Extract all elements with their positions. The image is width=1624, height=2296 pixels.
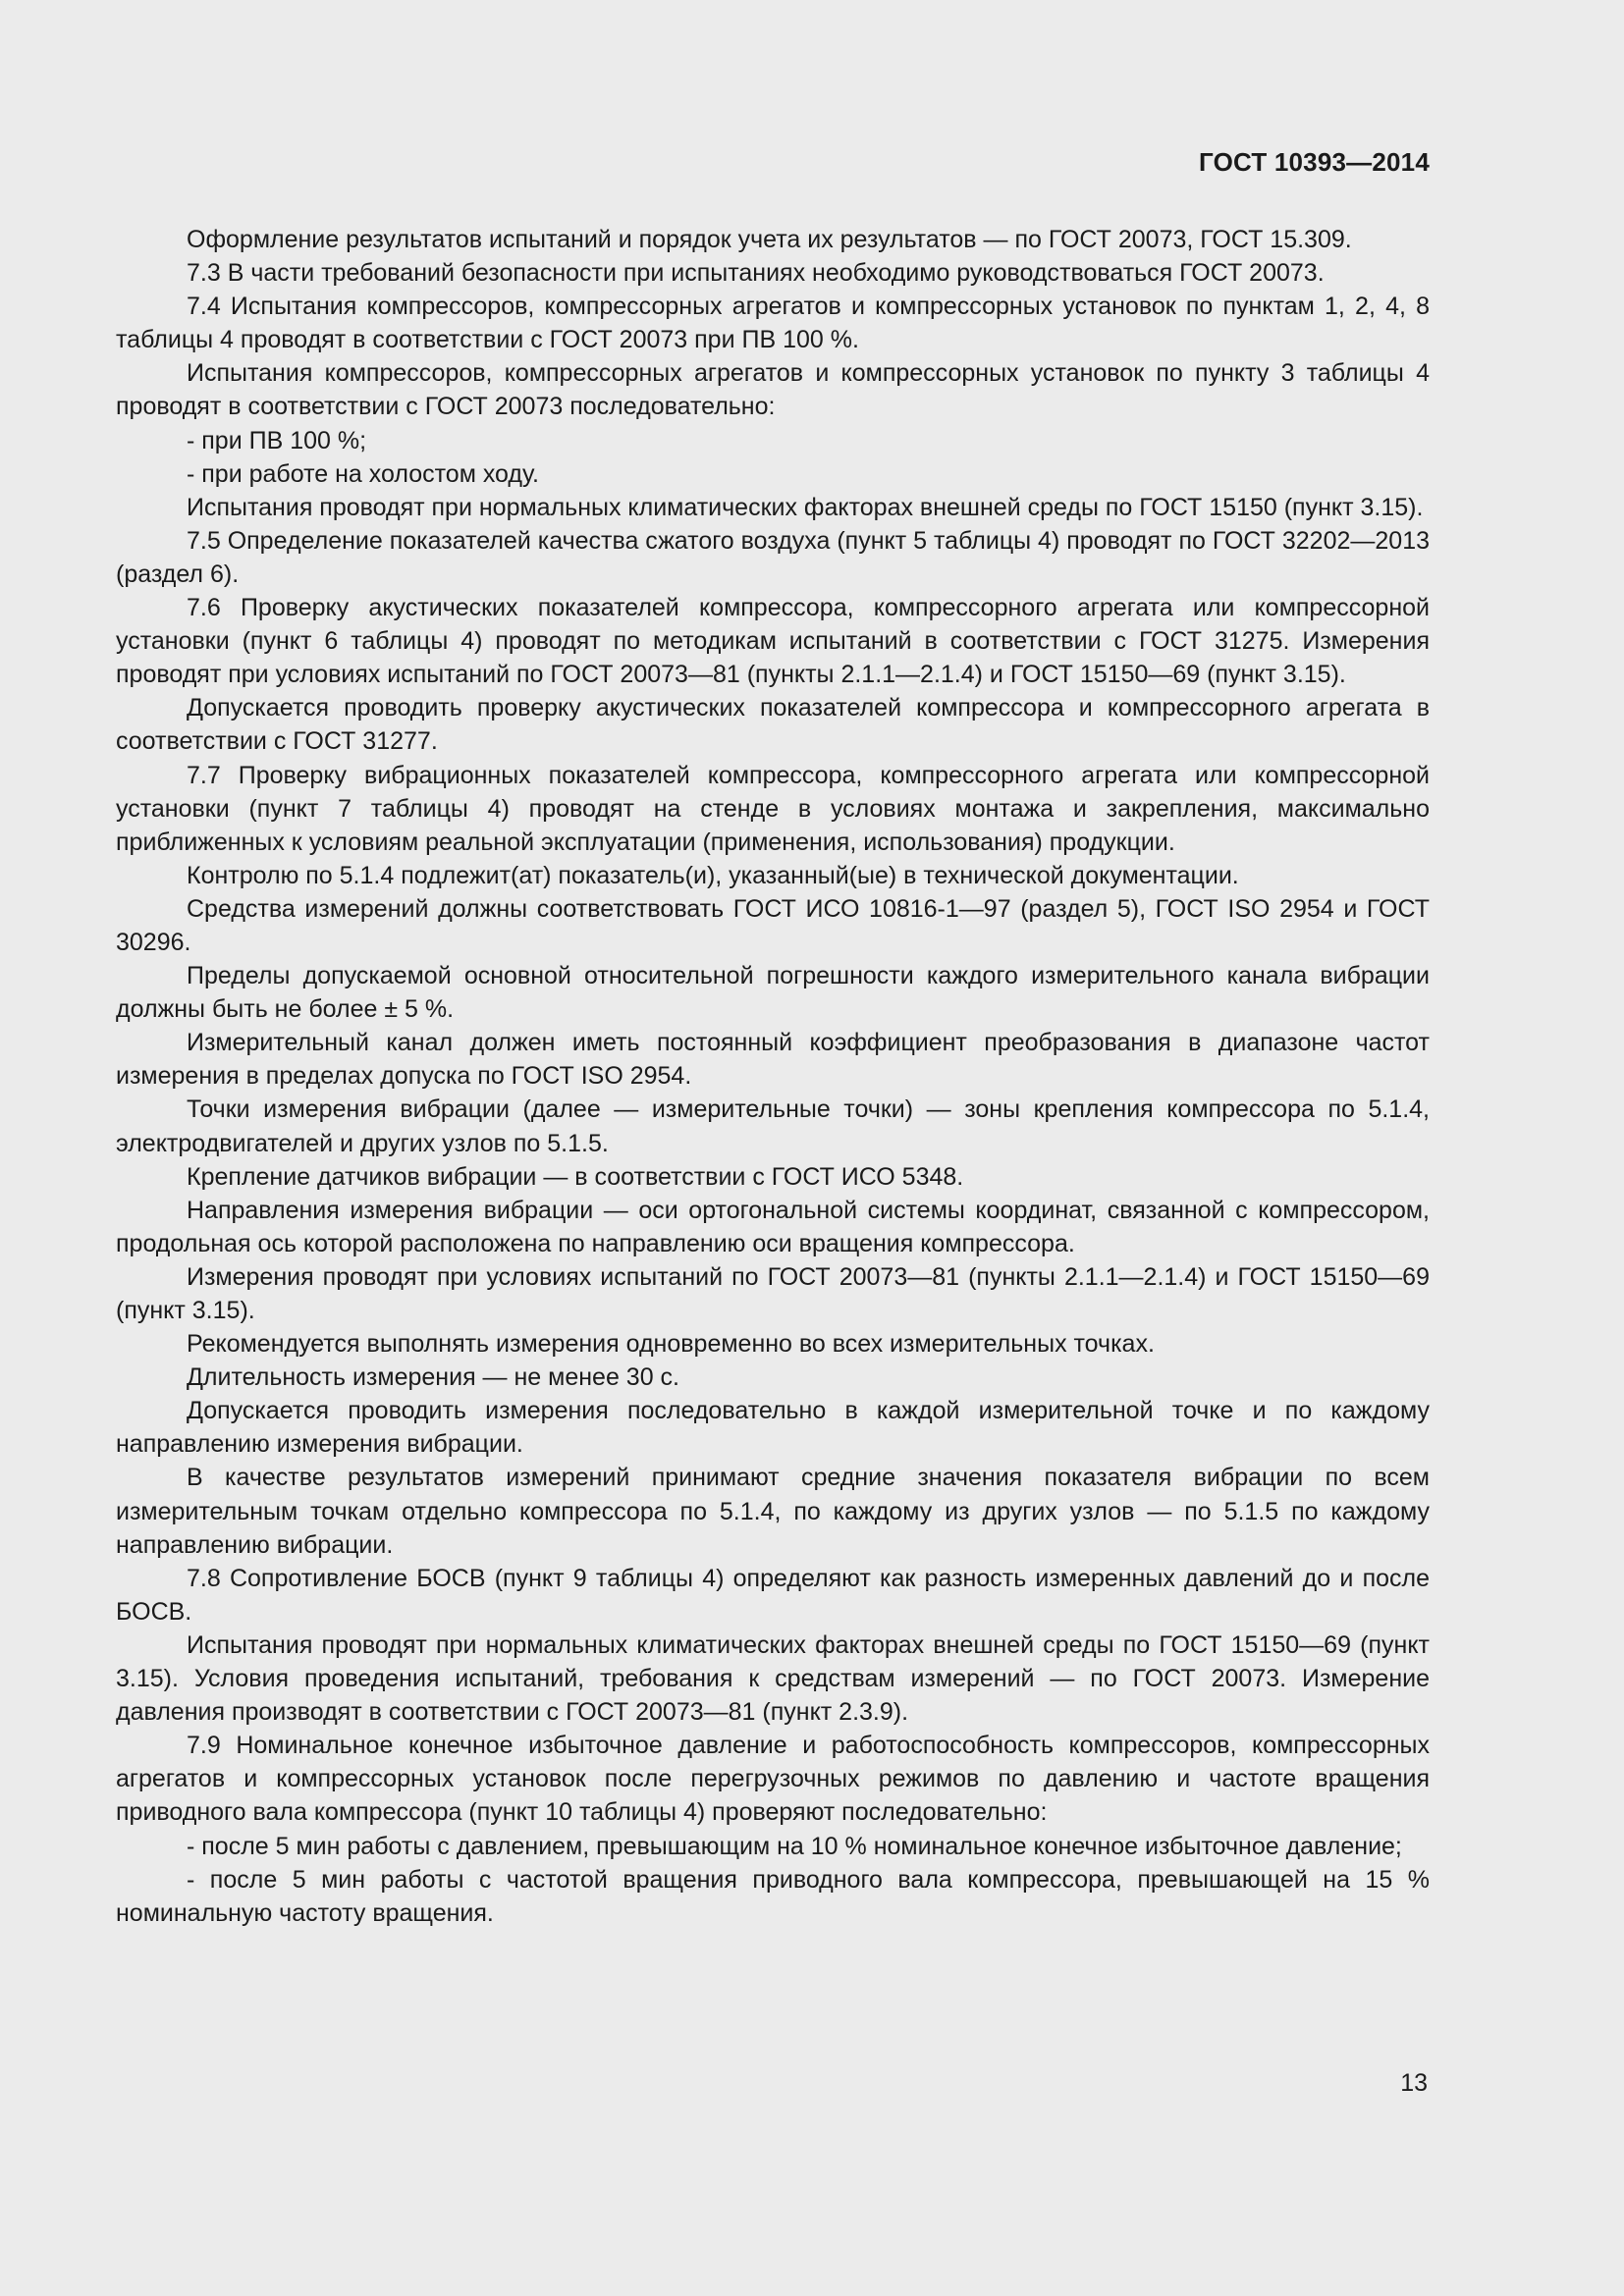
paragraph: Точки измерения вибрации (далее — измерительные точки) — зоны крепления компрессора по 5.1.4, электродвигателей и других узлов по 5.1.5.: [116, 1095, 1430, 1157]
document-body: [116, 223, 1430, 1930]
paragraph: Рекомендуется выполнять измерения одновременно во всех измерительных точках.: [187, 1330, 1155, 1359]
paragraph: Пределы допускаемой основной относительной погрешности каждого измерительного канала вибрации должны быть не более ± 5 %.: [116, 962, 1430, 1024]
paragraph: Испытания проводят при нормальных климатических факторах внешней среды по ГОСТ 15150 (пункт 3.15).: [187, 493, 1424, 521]
paragraph: Крепление датчиков вибрации — в соответствии с ГОСТ ИСО 5348.: [187, 1162, 964, 1191]
list-item: - при ПВ 100 %;: [187, 426, 367, 454]
paragraph: Направления измерения вибрации — оси ортогональной системы координат, связанной с компрессором, продольная ось которой расположена по направлению оси вращения компрессора.: [116, 1196, 1430, 1257]
paragraph: 7.8 Сопротивление БОСВ (пункт 9 таблицы 4) определяют как разность измеренных давлений до и после БОСВ.: [116, 1564, 1430, 1626]
paragraph: Контролю по 5.1.4 подлежит(ат) показатель(и), указанный(ые) в технической документации.: [187, 861, 1239, 889]
paragraph: 7.3 В части требований безопасности при испытаниях необходимо руководствоваться ГОСТ 20073.: [187, 259, 1325, 288]
paragraph: Длительность измерения — не менее 30 с.: [187, 1363, 680, 1392]
paragraph: Оформление результатов испытаний и порядок учета их результатов — по ГОСТ 20073, ГОСТ 15.309.: [187, 226, 1352, 253]
paragraph: Испытания проводят при нормальных климатических факторах внешней среды по ГОСТ 15150—69 (пункт 3.15). Условия проведения испытаний, требования к средствам измерений — по ГОСТ 20073. Измерение давления производят в соответствии с ГОСТ 20073—81 (пункт 2.3.9).: [116, 1630, 1430, 1727]
paragraph: Измерительный канал должен иметь постоянный коэффициент преобразования в диапазоне частот измерения в пределах допуска по ГОСТ ISO 2954.: [116, 1029, 1430, 1091]
list-item: - при работе на холостом ходу.: [187, 459, 539, 488]
paragraph: Допускается проводить проверку акустических показателей компрессора и компрессорного агрегата в соответствии с ГОСТ 31277.: [116, 694, 1430, 756]
paragraph: Средства измерений должны соответствовать ГОСТ ИСО 10816-1—97 (раздел 5), ГОСТ ISO 2954 и ГОСТ 30296.: [116, 894, 1430, 956]
paragraph: Испытания компрессоров, компрессорных агрегатов и компрессорных установок по пункту 3 таблицы 4 проводят в соответствии с ГОСТ 20073 последовательно:: [116, 359, 1430, 421]
paragraph: 7.6 Проверку акустических показателей компрессора, компрессорного агрегата или компрессорной установки (пункт 6 таблицы 4) проводят по методикам испытаний в соответствии с ГОСТ 31275. Измерения проводят при условиях испытаний по ГОСТ 20073—81 (пункты 2.1.1—2.1.4) и ГОСТ 15150—69 (пункт 3.15).: [116, 594, 1430, 689]
list-item: - после 5 мин работы с частотой вращения приводного вала компрессора, превышающей на 15 % номинальную частоту вращения.: [116, 1865, 1430, 1927]
paragraph: 7.4 Испытания компрессоров, компрессорных агрегатов и компрессорных установок по пунктам 1, 2, 4, 8 таблицы 4 проводят в соответствии с ГОСТ 20073 при ПВ 100 %.: [116, 293, 1430, 354]
paragraph: В качестве результатов измерений принимают средние значения показателя вибрации по всем измерительным точкам отдельно компрессора по 5.1.4, по каждому из других узлов — по 5.1.5 по каждому направлению вибрации.: [116, 1464, 1430, 1559]
page-number: 13: [1400, 2069, 1428, 2097]
paragraph: 7.5 Определение показателей качества сжатого воздуха (пункт 5 таблицы 4) проводят по ГОСТ 32202—2013 (раздел 6).: [116, 526, 1430, 588]
paragraph: 7.7 Проверку вибрационных показателей компрессора, компрессорного агрегата или компрессорной установки (пункт 7 таблицы 4) проводят на стенде в условиях монтажа и закрепления, максимально приближенных к условиям реальной эксплуатации (применения, использования) продукции.: [116, 761, 1430, 856]
document-code: ГОСТ 10393—2014: [1199, 147, 1430, 177]
paragraph: Измерения проводят при условиях испытаний по ГОСТ 20073—81 (пункты 2.1.1—2.1.4) и ГОСТ 15150—69 (пункт 3.15).: [116, 1262, 1430, 1324]
list-item: - после 5 мин работы с давлением, превышающим на 10 % номинальное конечное избыточное давление;: [187, 1832, 1402, 1860]
paragraph: Допускается проводить измерения последовательно в каждой измерительной точке и по каждому направлению измерения вибрации.: [116, 1397, 1430, 1459]
paragraph: 7.9 Номинальное конечное избыточное давление и работоспособность компрессоров, компрессорных агрегатов и компрессорных установок после перегрузочных режимов по давлению и частоте вращения приводного вала компрессора (пункт 10 таблицы 4) проверяют последовательно:: [116, 1732, 1430, 1827]
